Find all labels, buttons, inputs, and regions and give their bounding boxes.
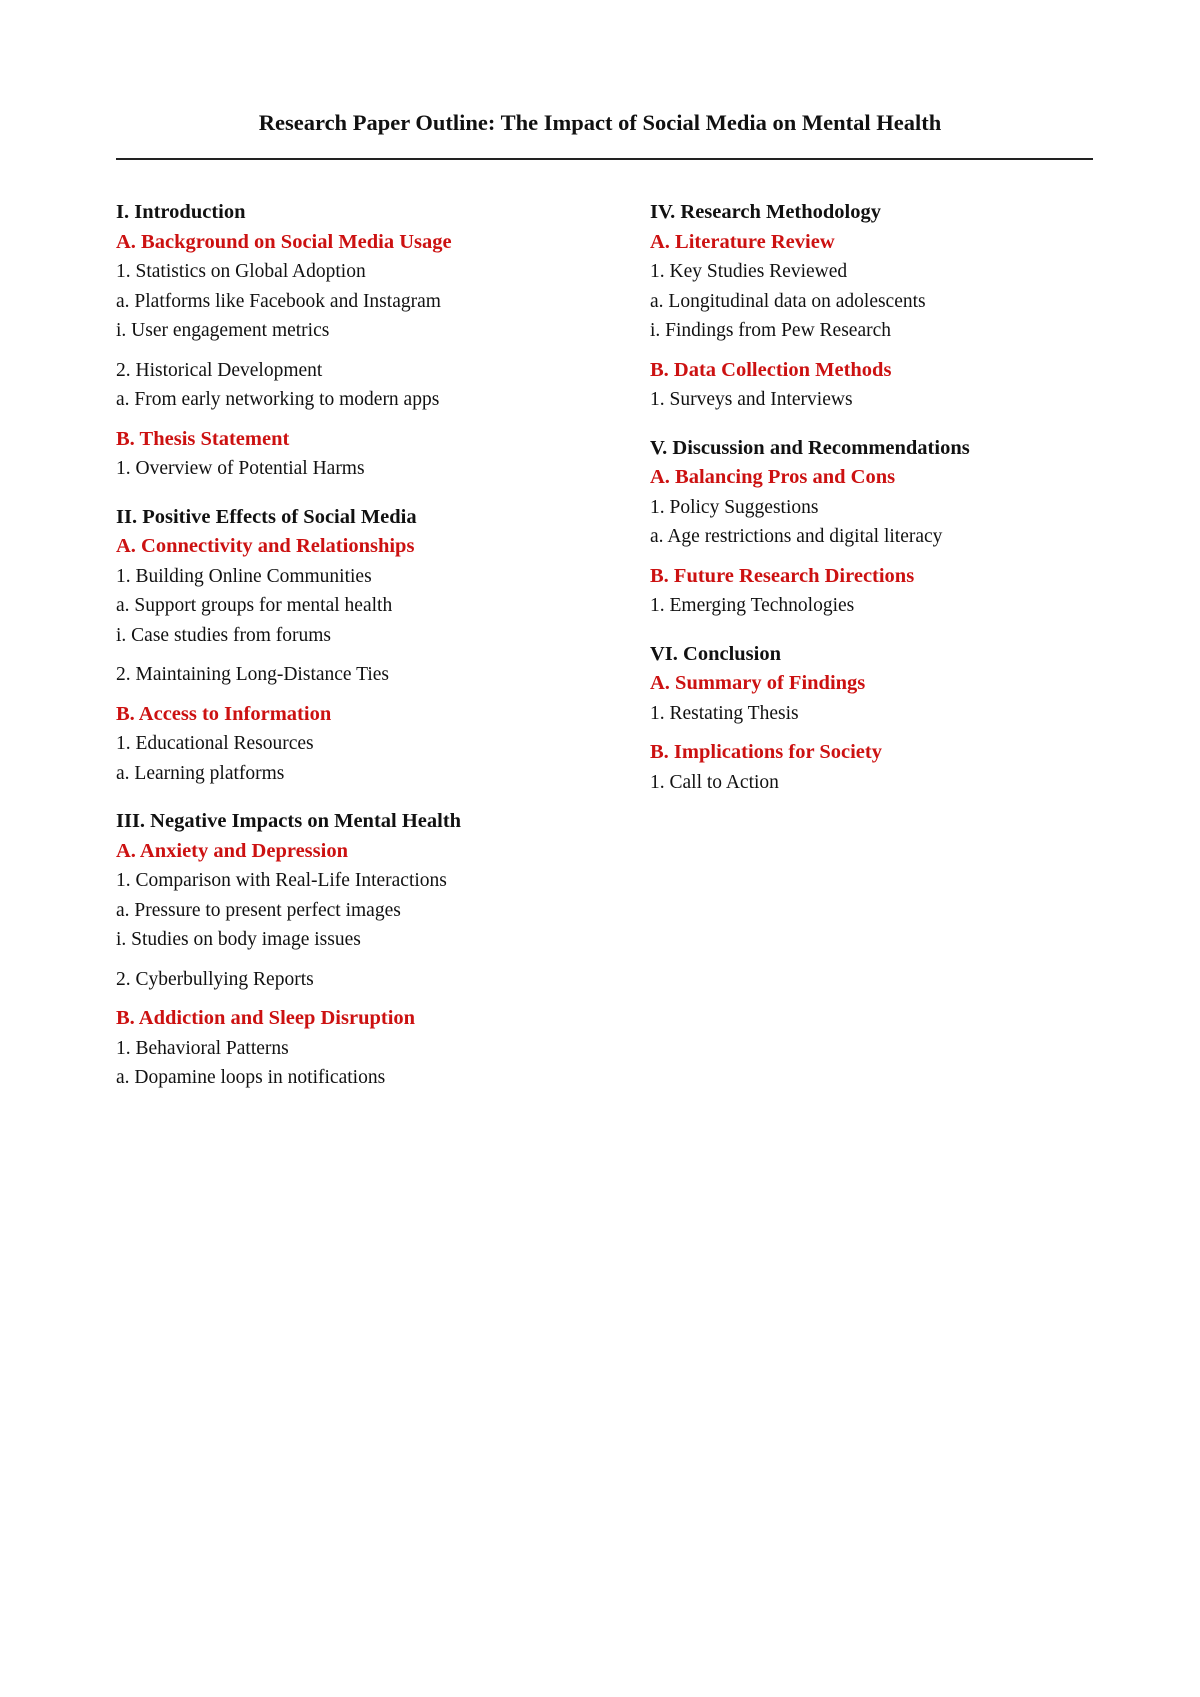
subsection-heading: A. Literature Review	[650, 230, 835, 253]
outline-item: a. Dopamine loops in notifications	[116, 1067, 386, 1088]
outline-item: 2. Maintaining Long-Distance Ties	[116, 664, 389, 685]
outline-item: 1. Educational Resources	[116, 733, 314, 754]
subsection-heading: A. Balancing Pros and Cons	[650, 466, 896, 488]
outline-group	[116, 866, 636, 955]
subsection-heading: B. Data Collection Methods	[650, 358, 892, 381]
outline-item: a. Platforms like Facebook and Instagram	[116, 290, 441, 312]
subsection-heading: B. Implications for Society	[650, 741, 882, 763]
outline-item: 1. Statistics on Global Adoption	[116, 261, 366, 282]
section-heading: V. Discussion and Recommendations	[650, 436, 970, 459]
subsection-heading: A. Connectivity and Relationships	[116, 535, 415, 557]
outline-group	[650, 493, 1170, 552]
outline-section	[116, 503, 636, 789]
outline-item: 1. Emerging Technologies	[650, 595, 855, 616]
outline-item: a. From early networking to modern apps	[116, 389, 440, 410]
outline-group	[116, 257, 636, 346]
outline-section	[650, 640, 1170, 798]
section-heading: IV. Research Methodology	[650, 201, 881, 223]
outline-item: i. Case studies from forums	[116, 624, 332, 646]
outline-section	[116, 807, 636, 1093]
outline-group	[116, 1034, 636, 1093]
outline-item: 1. Policy Suggestions	[650, 496, 819, 518]
outline-item: 1. Key Studies Reviewed	[650, 261, 848, 282]
outline-group	[116, 660, 636, 690]
outline-item: 2. Historical Development	[116, 359, 323, 381]
outline-item: 1. Restating Thesis	[650, 702, 799, 724]
outline-group	[116, 356, 636, 415]
outline-group	[650, 385, 1170, 415]
section-heading: III. Negative Impacts on Mental Health	[116, 810, 462, 832]
outline-item: 1. Comparison with Real-Life Interactions	[116, 870, 447, 891]
page-title: Research Paper Outline: The Impact of Social Media on Mental Health	[258, 110, 942, 135]
outline-group	[116, 729, 636, 788]
subsection-heading: B. Thesis Statement	[116, 427, 290, 450]
outline-section	[650, 434, 1170, 621]
outline-item: i. User engagement metrics	[116, 320, 330, 341]
outline-group	[116, 562, 636, 651]
outline-group	[650, 257, 1170, 346]
subsection-heading: A. Background on Social Media Usage	[116, 230, 452, 253]
title-divider	[116, 158, 1093, 160]
subsection-heading: B. Addiction and Sleep Disruption	[116, 1007, 416, 1029]
section-heading: VI. Conclusion	[650, 642, 782, 665]
outline-group	[650, 768, 1170, 798]
subsection-heading: A. Summary of Findings	[650, 672, 866, 694]
outline-item: i. Findings from Pew Research	[650, 320, 892, 341]
outline-item: 1. Building Online Communities	[116, 565, 372, 587]
outline-item: 1. Behavioral Patterns	[116, 1037, 289, 1059]
outline-item: 1. Call to Action	[650, 771, 779, 793]
outline-item: a. Support groups for mental health	[116, 595, 393, 616]
section-heading: II. Positive Effects of Social Media	[116, 505, 417, 528]
outline-section	[650, 198, 1170, 415]
outline-section	[116, 198, 636, 484]
outline-group	[116, 965, 636, 995]
outline-group	[650, 591, 1170, 621]
outline-group	[116, 454, 636, 484]
subsection-heading: B. Access to Information	[116, 702, 332, 725]
outline-group	[650, 699, 1170, 729]
outline-column-left	[116, 198, 636, 1112]
outline-item: a. Longitudinal data on adolescents	[650, 290, 926, 312]
outline-item: a. Age restrictions and digital literacy	[650, 526, 943, 547]
subsection-heading: A. Anxiety and Depression	[116, 839, 348, 862]
outline-item: 2. Cyberbullying Reports	[116, 968, 314, 990]
section-heading: I. Introduction	[116, 201, 246, 223]
outline-column-right	[650, 198, 1170, 816]
subsection-heading: B. Future Research Directions	[650, 564, 915, 587]
outline-item: i. Studies on body image issues	[116, 929, 361, 950]
outline-item: 1. Overview of Potential Harms	[116, 458, 365, 479]
outline-item: 1. Surveys and Interviews	[650, 389, 853, 410]
outline-item: a. Pressure to present perfect images	[116, 899, 401, 921]
outline-item: a. Learning platforms	[116, 762, 285, 784]
